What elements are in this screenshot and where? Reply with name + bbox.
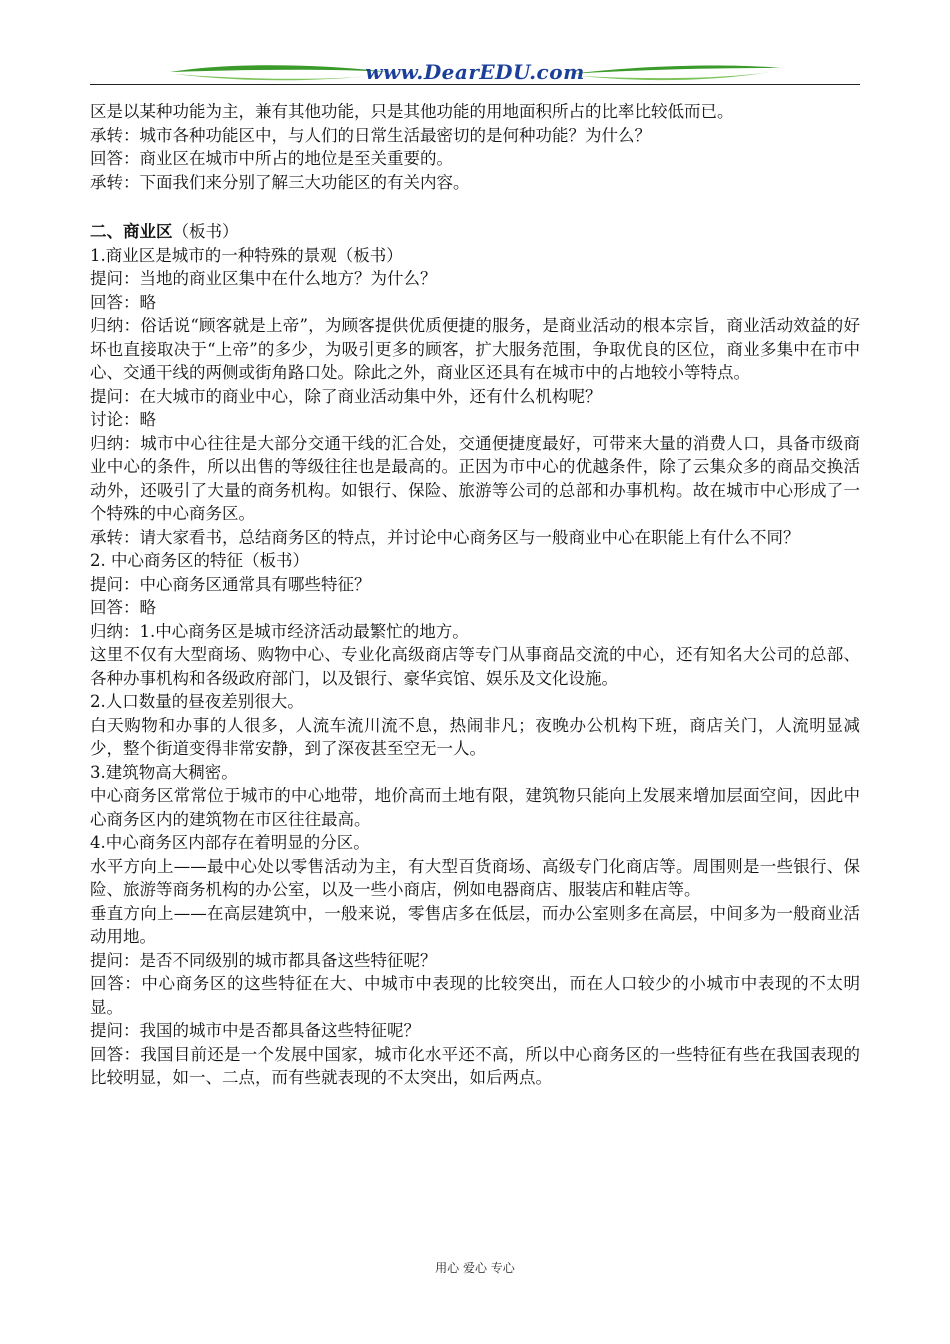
body-paragraph: 承转：请大家看书，总结商务区的特点，并讨论中心商务区与一般商业中心在职能上有什么不同？	[90, 527, 800, 547]
body-paragraph: 这里不仅有大型商场、购物中心、专业化高级商店等专门从事商品交流的中心，还有知名大公司的总部、各种办事机构和各级政府部门，以及银行、豪华宾馆、娱乐及文化设施。	[90, 645, 860, 688]
body-paragraph: 3.建筑物高大稠密。	[90, 762, 238, 782]
body-paragraph: 1.商业区是城市的一种特殊的景观（板书）	[90, 245, 403, 265]
intro-line: 区是以某种功能为主，兼有其他功能，只是其他功能的用地面积所占的比率比较低而已。	[90, 102, 734, 121]
body-paragraph: 归纳：俗话说“顾客就是上帝”，为顾客提供优质便捷的服务，是商业活动的根本宗旨，商业活动效益的好坏也直接取决于“上帝”的多少，为吸引更多的顾客，扩大服务范围，争取优良的区位，商业多集中在市中心、交通干线的两侧或街角路口处。除此之外，商业区还具有在城市中的占地较小等特点。	[90, 316, 860, 382]
body-paragraph: 回答：略	[90, 292, 156, 312]
body-paragraph: 提问：在大城市的商业中心，除了商业活动集中外，还有什么机构呢？	[90, 386, 602, 406]
site-logo-text: www.DearEDU.com	[365, 60, 585, 84]
body-paragraph: 归纳：1.中心商务区是城市经济活动最繁忙的地方。	[90, 621, 469, 641]
body-paragraph: 4.中心商务区内部存在着明显的分区。	[90, 833, 370, 852]
section-heading	[90, 220, 860, 244]
section-title-note: （板书）	[172, 222, 239, 241]
body-paragraph: 提问：是否不同级别的城市都具备这些特征呢？	[90, 950, 437, 970]
document-body	[90, 100, 860, 1090]
intro-line: 回答：商业区在城市中所占的地位是至关重要的。	[90, 149, 453, 168]
body-paragraph: 中心商务区常常位于城市的中心地带，地价高而土地有限，建筑物只能向上发展来增加层面空间，因此中心商务区内的建筑物在市区往往最高。	[90, 786, 860, 829]
body-paragraph: 提问：当地的商业区集中在什么地方？为什么？	[90, 269, 437, 288]
paragraph-gap	[90, 194, 860, 220]
body-paragraph: 白天购物和办事的人很多，人流车流川流不息，热闹非凡；夜晚办公机构下班，商店关门，人流明显减少，整个街道变得非常安静，到了深夜甚至空无一人。	[90, 715, 860, 758]
body-paragraph: 垂直方向上——在高层建筑中，一般来说，零售店多在低层，而办公室则多在高层，中间多为一般商业活动用地。	[90, 903, 860, 946]
intro-line: 承转：下面我们来分别了解三大功能区的有关内容。	[90, 172, 470, 192]
body-paragraph: 2. 中心商务区的特征（板书）	[90, 551, 309, 570]
body-paragraph: 回答：略	[90, 598, 156, 617]
page-footer: 用心 爱心 专心	[435, 1261, 515, 1275]
section-title: 二、商业区	[90, 222, 173, 241]
body-paragraph: 归纳：城市中心往往是大部分交通干线的汇合处，交通便捷度最好，可带来大量的消费人口，具备市级商业中心的条件，所以出售的等级往往也是最高的。正因为市中心的优越条件，除了云集众多的商品交换活动外，还吸引了大量的商务机构。如银行、保险、旅游等公司的总部和办事机构。故在城市中心形成了一个特殊的中心商务区。	[90, 433, 860, 523]
body-paragraph: 2.人口数量的昼夜差别很大。	[90, 692, 304, 711]
body-paragraph: 讨论：略	[90, 410, 156, 429]
body-paragraph: 回答：中心商务区的这些特征在大、中城市中表现的比较突出，而在人口较少的小城市中表现的不太明显。	[90, 974, 860, 1017]
page-header	[90, 58, 860, 94]
body-paragraph: 水平方向上——最中心处以零售活动为主，有大型百货商场、高级专门化商店等。周围则是一些银行、保险、旅游等商务机构的办公室，以及一些小商店，例如电器商店、服装店和鞋店等。	[90, 856, 860, 899]
body-paragraph: 提问：我国的城市中是否都具备这些特征呢？	[90, 1021, 420, 1040]
header-rule	[90, 84, 860, 85]
body-paragraph: 提问：中心商务区通常具有哪些特征？	[90, 574, 371, 594]
intro-line: 承转：城市各种功能区中，与人们的日常生活最密切的是何种功能？为什么？	[90, 125, 651, 145]
body-paragraph: 回答：我国目前还是一个发展中国家，城市化水平还不高，所以中心商务区的一些特征有些在我国表现的比较明显，如一、二点，而有些就表现的不太突出，如后两点。	[90, 1044, 860, 1087]
